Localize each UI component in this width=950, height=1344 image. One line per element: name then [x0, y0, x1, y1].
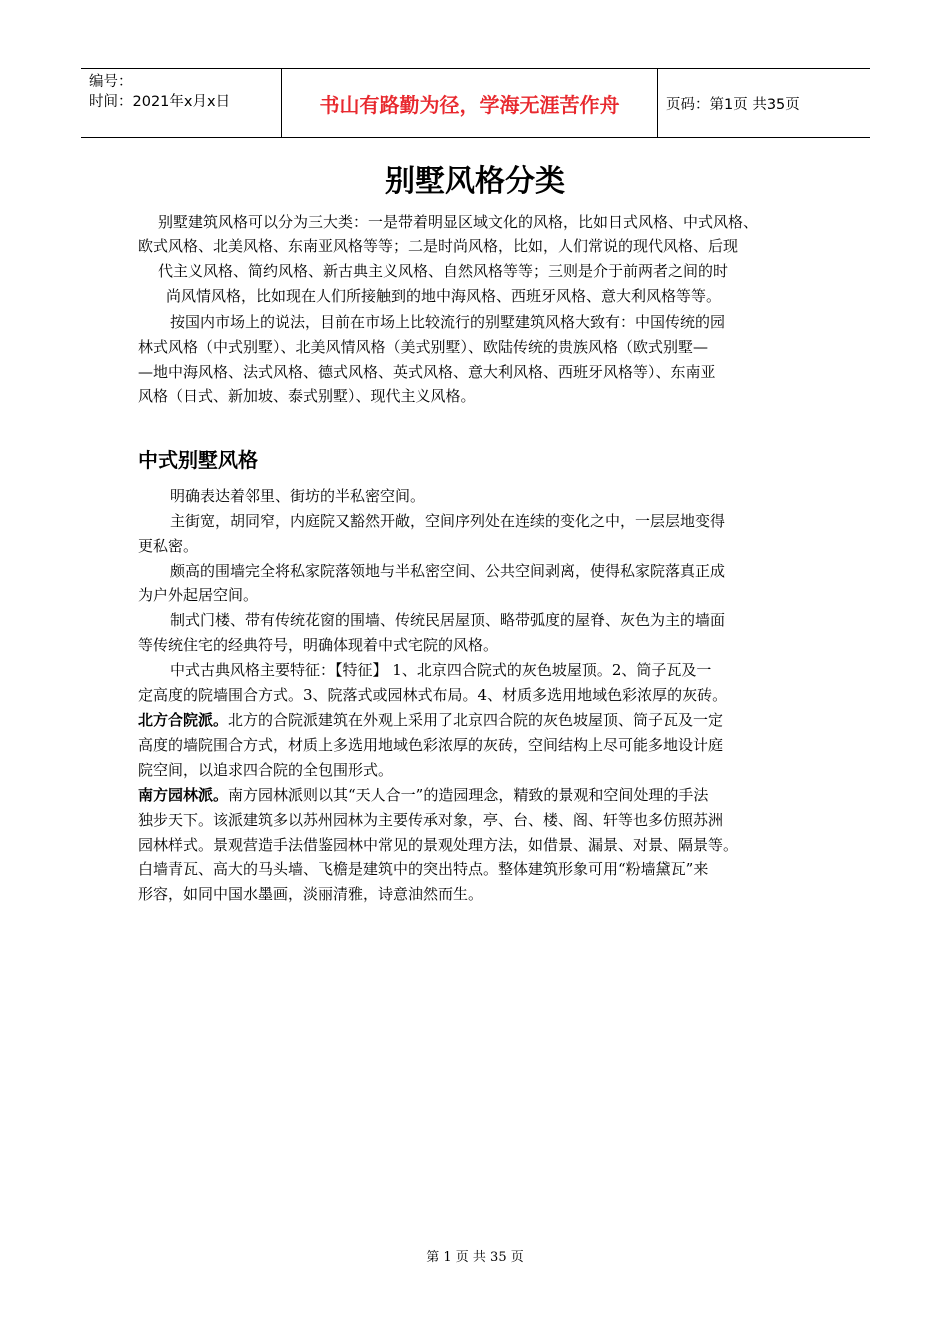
intro-line: 按国内市场上的说法，目前在市场上比较流行的别墅建筑风格大致有：中国传统的园 — [170, 313, 726, 331]
page-info: 页码：第1页 共35页 — [666, 96, 800, 113]
header-meta-cell — [81, 69, 282, 137]
body-line: 更私密。 — [138, 537, 199, 555]
south-school-label: 南方园林派。 — [138, 786, 229, 804]
intro-line: 别墅建筑风格可以分为三大类：一是带着明显区域文化的风格，比如日式风格、中式风格、 — [158, 213, 759, 231]
motto-text: 书山有路勤为径，学海无涯苦作舟 — [319, 92, 620, 117]
body-line: 制式门楼、带有传统花窗的围墙、传统民居屋顶、略带弧度的屋脊、灰色为主的墙面 — [170, 611, 726, 629]
body-line: 白墙青瓦、高大的马头墙、飞檐是建筑中的突出特点。整体建筑形象可用“粉墙黛瓦”来 — [138, 860, 709, 878]
south-school-line: 南方园林派。南方园林派则以其“天人合一”的造园理念，精致的景观和空间处理的手法 — [138, 786, 709, 804]
date-label: 时间：2021年x月x日 — [89, 94, 231, 110]
body-line: 中式古典风格主要特征：【特征】 1、北京四合院式的灰色坡屋顶。2、筒子瓦及一 — [170, 661, 712, 679]
body-line: 等传统住宅的经典符号，明确体现着中式宅院的风格。 — [138, 636, 499, 654]
north-school-label: 北方合院派。 — [138, 711, 229, 729]
body-line: 独步天下。该派建筑多以苏州园林为主要传承对象，亭、台、楼、阁、轩等也多仿照苏洲 — [138, 811, 724, 829]
body-line: 定高度的院墙围合方式。3、院落式或园林式布局。4、材质多选用地域色彩浓厚的灰砖。 — [138, 686, 728, 704]
intro-line: 尚风情风格，比如现在人们所接触到的地中海风格、西班牙风格、意大利风格等等。 — [166, 287, 722, 305]
section-heading: 中式别墅风格 — [138, 448, 258, 472]
intro-line: 风格（日式、新加坡、泰式别墅）、现代主义风格。 — [138, 387, 476, 405]
intro-line: 欧式风格、北美风格、东南亚风格等等；二是时尚风格，比如，人们常说的现代风格、后现 — [138, 237, 739, 255]
body-line: 颇高的围墙完全将私家院落领地与半私密空间、公共空间剥离，使得私家院落真正成 — [170, 562, 726, 580]
body-line: 主街宽，胡同窄，内庭院又豁然开敞，空间序列处在连续的变化之中，一层层地变得 — [170, 512, 726, 530]
document-title: 别墅风格分类 — [385, 164, 565, 199]
code-label: 编号： — [89, 74, 133, 90]
body-line: 明确表达着邻里、街坊的半私密空间。 — [170, 487, 426, 505]
intro-line: 林式风格（中式别墅）、北美风情风格（美式别墅）、欧陆传统的贵族风格（欧式别墅— — [138, 338, 709, 356]
north-school-line: 北方合院派。北方的合院派建筑在外观上采用了北京四合院的灰色坡屋顶、筒子瓦及一定 — [138, 711, 724, 729]
header-motto-cell — [282, 69, 658, 137]
body-line: 形容，如同中国水墨画，淡丽清雅，诗意油然而生。 — [138, 885, 484, 903]
header-page-cell — [658, 69, 878, 137]
body-line: 为户外起居空间。 — [138, 586, 259, 604]
body-line: 院空间，以追求四合院的全包围形式。 — [138, 761, 394, 779]
body-line: 高度的墙院围合方式，材质上多选用地域色彩浓厚的灰砖，空间结构上尽可能多地设计庭 — [138, 736, 724, 754]
intro-line: —地中海风格、法式风格、德式风格、英式风格、意大利风格、西班牙风格等）、东南亚 — [138, 363, 716, 381]
body-line: 园林样式。景观营造手法借鉴园林中常见的景观处理方法，如借景、漏景、对景、隔景等。 — [138, 836, 739, 854]
intro-line: 代主义风格、简约风格、新古典主义风格、自然风格等等；三则是介于前两者之间的时 — [158, 262, 729, 280]
page-footer: 第 1 页 共 35 页 — [426, 1250, 524, 1265]
document-header — [81, 68, 870, 138]
